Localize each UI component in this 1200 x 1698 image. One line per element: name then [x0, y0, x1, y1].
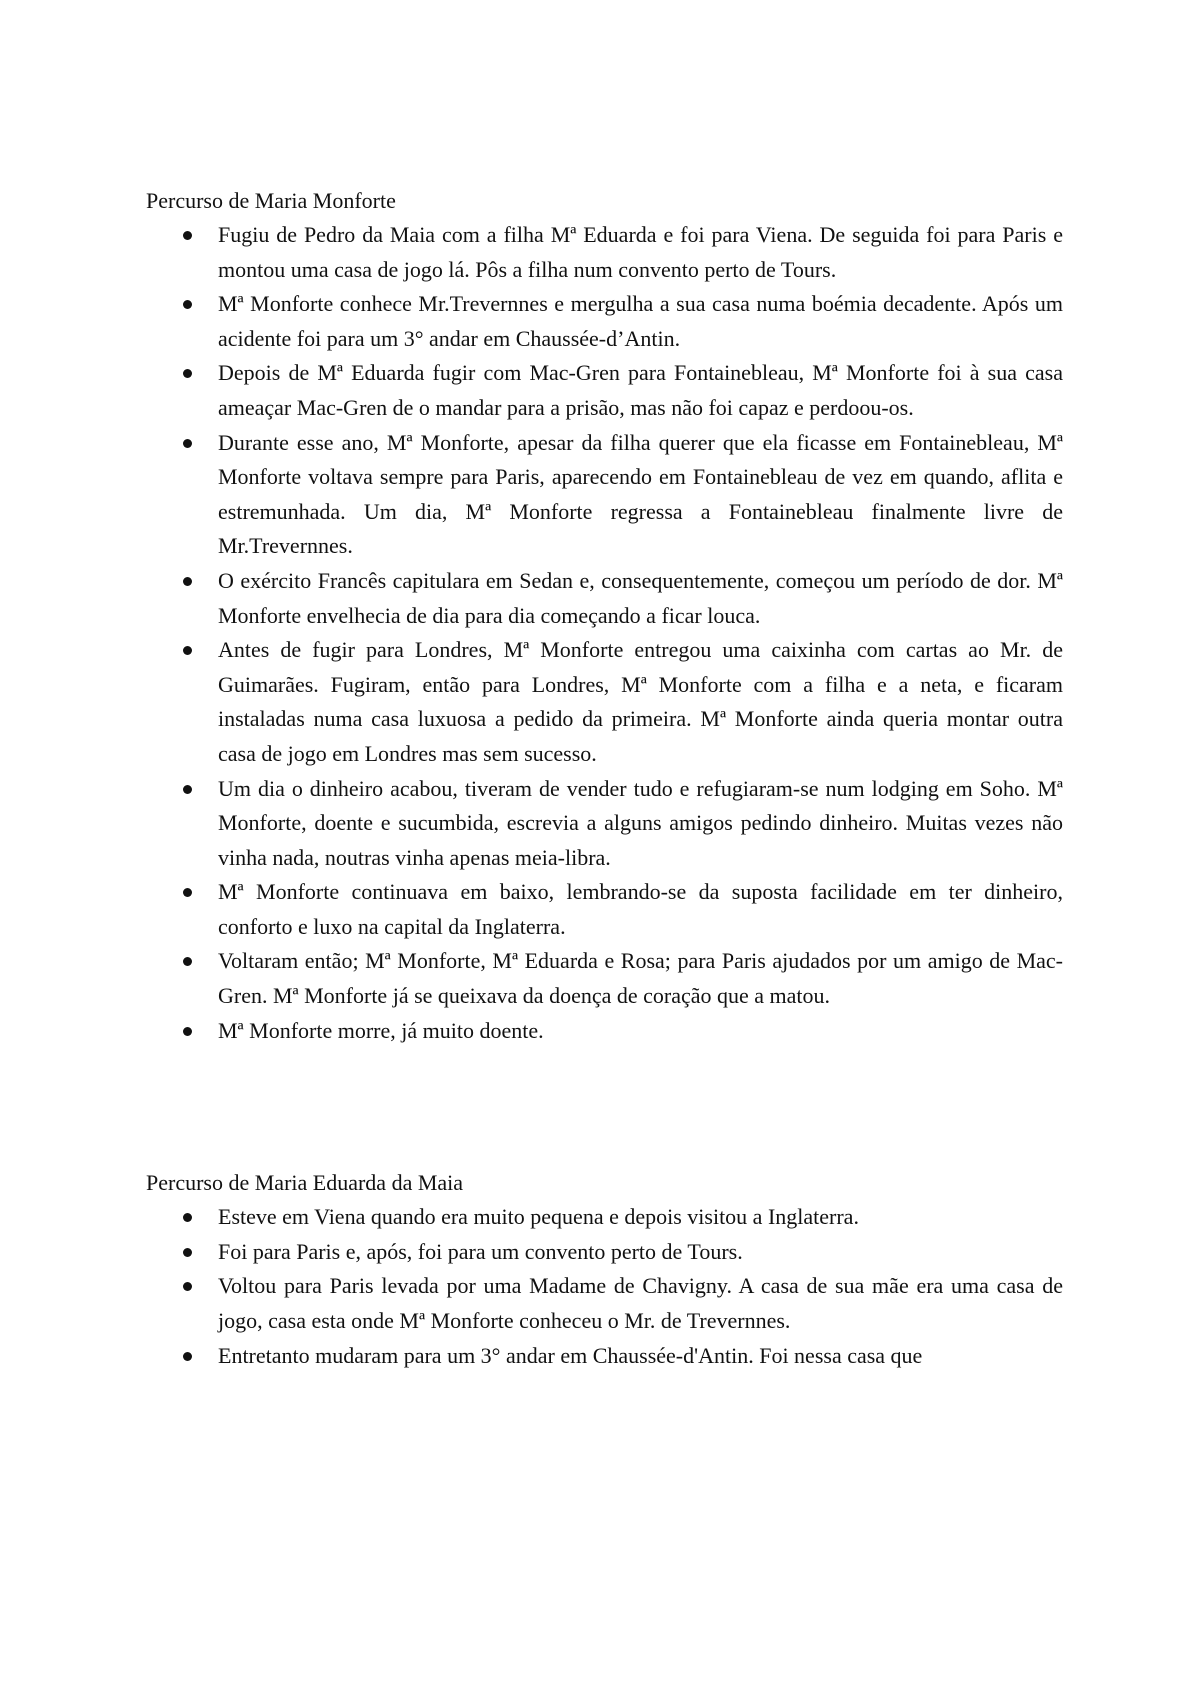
- list-item: Mª Monforte conhece Mr.Trevernnes e mergulha a sua casa numa boémia decadente. Após um acidente foi para um 3° andar em Chaussée-d’Antin.: [218, 287, 1063, 356]
- section-title: Percurso de Maria Monforte: [146, 188, 396, 213]
- list-item: Esteve em Viena quando era muito pequena e depois visitou a Inglaterra.: [218, 1200, 1063, 1235]
- list-item: Foi para Paris e, após, foi para um convento perto de Tours.: [218, 1235, 1063, 1270]
- list-item: Entretanto mudaram para um 3° andar em Chaussée-d'Antin. Foi nessa casa que: [218, 1339, 1063, 1374]
- section-title: Percurso de Maria Eduarda da Maia: [146, 1170, 464, 1196]
- bullet-list: [146, 1200, 1063, 1373]
- list-item: O exército Francês capitulara em Sedan e, consequentemente, começou um período de dor. Mª Monforte envelhecia de dia para dia começando a ficar louca.: [218, 564, 1063, 633]
- section-maria-monforte: [146, 184, 1063, 1048]
- list-item: Voltou para Paris levada por uma Madame de Chavigny. A casa de sua mãe era uma casa de jogo, casa esta onde Mª Monforte conheceu o Mr. de Trevernnes.: [218, 1269, 1063, 1338]
- document-page: [146, 184, 1063, 1373]
- list-item: Um dia o dinheiro acabou, tiveram de vender tudo e refugiaram-se num lodging em Soho. Mª Monforte, doente e sucumbida, escrevia a alguns amigos pedindo dinheiro. Muitas vezes não vinha nada, noutras vinha apenas meia-libra.: [218, 772, 1063, 876]
- list-item: Mª Monforte morre, já muito doente.: [218, 1014, 1063, 1049]
- list-item: Mª Monforte continuava em baixo, lembrando-se da suposta facilidade em ter dinheiro, conforto e luxo na capital da Inglaterra.: [218, 875, 1063, 944]
- list-item: Voltaram então; Mª Monforte, Mª Eduarda e Rosa; para Paris ajudados por um amigo de Mac-Gren. Mª Monforte já se queixava da doença de coração que a matou.: [218, 944, 1063, 1013]
- list-item: Depois de Mª Eduarda fugir com Mac-Gren para Fontainebleau, Mª Monforte foi à sua casa ameaçar Mac-Gren de o mandar para a prisão, mas não foi capaz e perdoou-os.: [218, 356, 1063, 425]
- list-item: Durante esse ano, Mª Monforte, apesar da filha querer que ela ficasse em Fontainebleau, Mª Monforte voltava sempre para Paris, aparecendo em Fontainebleau de vez em quando, aflita e estremunhada. Um dia, Mª Monforte regressa a Fontainebleau finalmente livre de Mr.Trevernnes.: [218, 426, 1063, 564]
- list-item: Antes de fugir para Londres, Mª Monforte entregou uma caixinha com cartas ao Mr. de Guimarães. Fugiram, então para Londres, Mª Monforte com a filha e a neta, e ficaram instaladas numa casa luxuosa a pedido da primeira. Mª Monforte ainda queria montar outra casa de jogo em Londres mas sem sucesso.: [218, 633, 1063, 771]
- list-item: Fugiu de Pedro da Maia com a filha Mª Eduarda e foi para Viena. De seguida foi para Paris e montou uma casa de jogo lá. Pôs a filha num convento perto de Tours.: [218, 218, 1063, 287]
- bullet-list: [146, 218, 1063, 1048]
- section-maria-eduarda: [146, 1166, 1063, 1373]
